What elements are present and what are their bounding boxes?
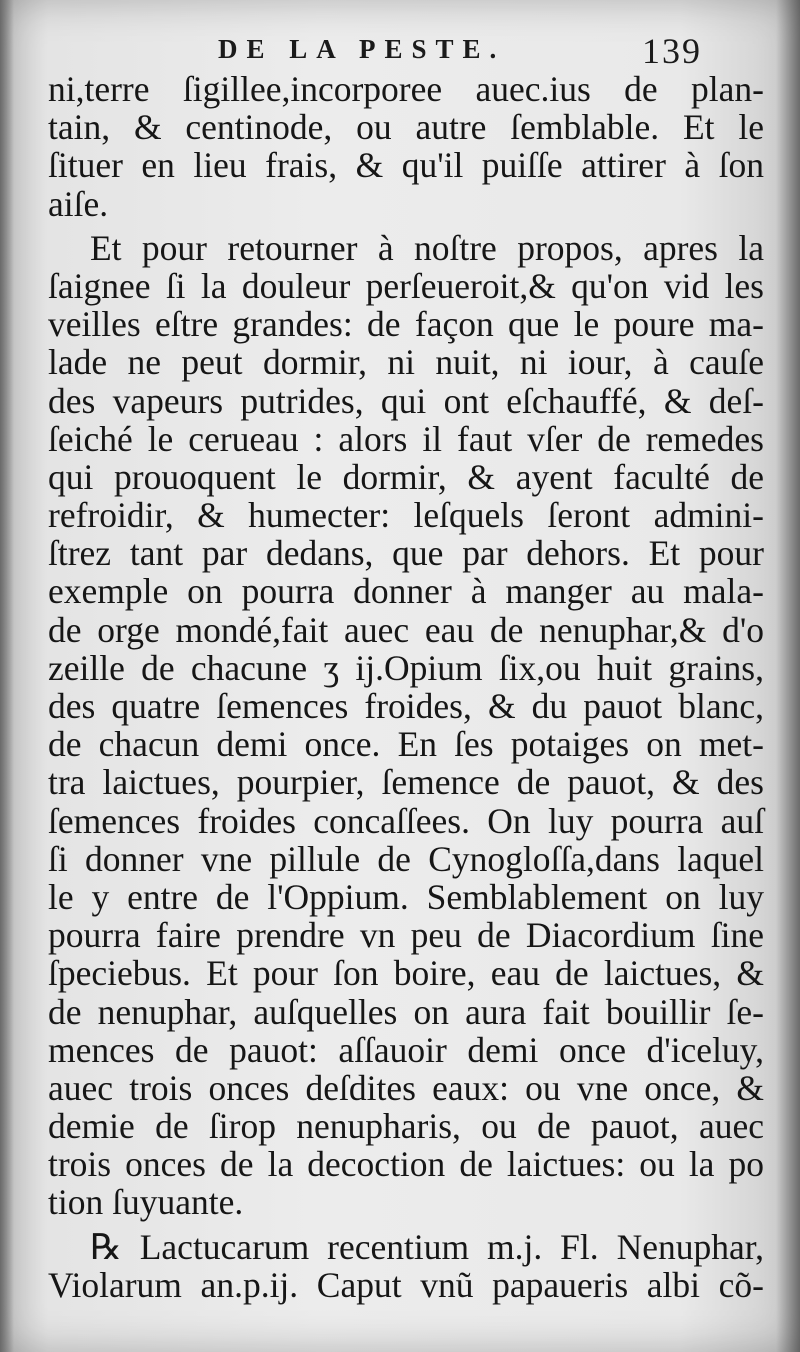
text-line: aiſe. [48, 183, 109, 224]
text-line: ℞ Lactucarum recentium m.j. Fl. Nenuphar, [90, 1226, 764, 1267]
paragraph-2 [48, 229, 764, 1222]
page-header [0, 30, 800, 74]
text-line: pourra faire prendre vn peu de Diacordium ſine [48, 915, 764, 956]
text-line: veilles eſtre grandes: de façon que le poure ma- [48, 304, 764, 345]
text-line: Violarum an.p.ij. Caput vnũ papaueris albi cõ- [48, 1264, 764, 1305]
text-line: ſemences froides concaſſees. On luy pourra auſ [48, 800, 764, 841]
text-line: mences de pauot: aſſauoir demi once d'iceluy, [48, 1029, 764, 1070]
text-line: zeille de chacune ʒ ij.Opium ſix,ou huit grains, [48, 647, 764, 688]
text-line: lade ne peut dormir, ni nuit, ni iour, à cauſe [48, 342, 764, 383]
text-line: de orge mondé,fait auec eau de nenuphar,& d'o [48, 609, 764, 650]
text-line: ſpeciebus. Et pour ſon boire, eau de laictues, & [48, 953, 764, 994]
text-line: demie de ſirop nenupharis, ou de pauot, auec [48, 1106, 764, 1147]
text-line: ſituer en lieu frais, & qu'il puiſſe attirer à ſon [48, 145, 764, 186]
page-gutter-shadow [0, 0, 14, 1352]
text-line: tain, & centinode, ou autre ſemblable. Et le [48, 107, 764, 148]
text-line: trois onces de la decoction de laictues: ou la po [48, 1144, 764, 1185]
text-line: de nenuphar, auſquelles on aura fait bouillir ſe- [48, 991, 764, 1032]
text-line: des quatre ſemences froides, & du pauot blanc, [48, 686, 764, 726]
text-line: de chacun demi once. En ſes potaiges on met- [48, 724, 764, 765]
text-line: qui prouoquent le dormir, & ayent faculté de [48, 456, 764, 497]
text-line: tra laictues, pourpier, ſemence de pauot, & des [48, 762, 764, 803]
text-line: refroidir, & humecter: leſquels ſeront admini- [48, 495, 764, 536]
text-line: tion ſuyuante. [48, 1182, 244, 1223]
text-line: ſi donner vne pillule de Cynogloſſa,dans laquel [48, 838, 764, 879]
text-line: ni,terre ſigillee,incorporee auec.ius de plan- [48, 69, 764, 109]
paragraph-3 [48, 1228, 764, 1304]
paragraph-1 [48, 70, 764, 223]
text-line: des vapeurs putrides, qui ont eſchauffé, & deſ- [48, 380, 764, 421]
text-line: ſaignee ſi la douleur perſeueroit,& qu'on vid les [48, 265, 764, 306]
text-line: Et pour retourner à noſtre propos, apres la [90, 227, 764, 268]
body-text [48, 70, 764, 1304]
page-number: 139 [642, 31, 702, 71]
text-line: exemple on pourra donner à manger au mala- [48, 571, 764, 612]
text-line: ſeiché le cerueau : alors il faut vſer de remedes [48, 418, 764, 459]
running-head: DE LA PESTE. [218, 34, 506, 64]
text-line: ſtrez tant par dedans, que par dehors. Et pour [48, 533, 764, 574]
text-line: le y entre de l'Oppium. Semblablement on luy [48, 876, 764, 917]
text-line: auec trois onces deſdites eaux: ou vne once, & [48, 1067, 764, 1108]
